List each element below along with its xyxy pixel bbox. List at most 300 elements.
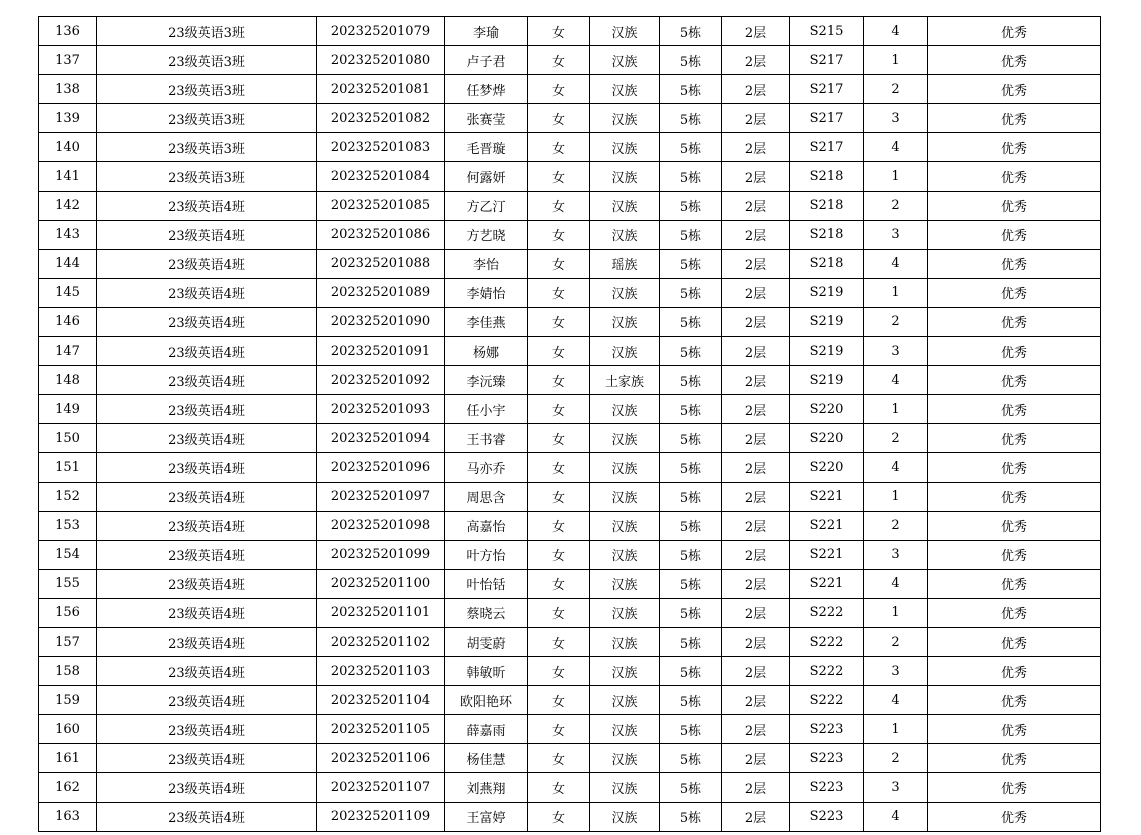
table-row xyxy=(39,220,1101,249)
ethnicity-cell: 汉族 xyxy=(590,46,660,75)
student-name-cell: 李沅臻 xyxy=(445,366,528,395)
floor-cell: 2层 xyxy=(722,453,790,482)
floor-cell: 2层 xyxy=(722,686,790,715)
gender-cell: 女 xyxy=(528,133,590,162)
bed-number-cell: 3 xyxy=(864,220,928,249)
table-row xyxy=(39,337,1101,366)
bed-number-cell: 3 xyxy=(864,337,928,366)
student-id-cell: 202325201090 xyxy=(317,307,445,336)
student-name-cell: 高嘉怡 xyxy=(445,511,528,540)
student-name-cell: 李婧怡 xyxy=(445,278,528,307)
bed-number-cell: 1 xyxy=(864,395,928,424)
gender-cell: 女 xyxy=(528,278,590,307)
student-name-cell: 周思含 xyxy=(445,482,528,511)
row-number-cell: 148 xyxy=(39,366,97,395)
floor-cell: 2层 xyxy=(722,17,790,46)
building-cell: 5栋 xyxy=(660,162,722,191)
rating-cell: 优秀 xyxy=(928,75,1101,104)
row-number-cell: 163 xyxy=(39,802,97,831)
class-name-cell: 23级英语4班 xyxy=(97,511,317,540)
class-name-cell: 23级英语4班 xyxy=(97,802,317,831)
class-name-cell: 23级英语4班 xyxy=(97,598,317,627)
class-name-cell: 23级英语4班 xyxy=(97,773,317,802)
gender-cell: 女 xyxy=(528,162,590,191)
building-cell: 5栋 xyxy=(660,686,722,715)
student-id-cell: 202325201081 xyxy=(317,75,445,104)
student-id-cell: 202325201082 xyxy=(317,104,445,133)
row-number-cell: 145 xyxy=(39,278,97,307)
class-name-cell: 23级英语4班 xyxy=(97,569,317,598)
floor-cell: 2层 xyxy=(722,278,790,307)
table-row xyxy=(39,75,1101,104)
table-row xyxy=(39,511,1101,540)
table-row xyxy=(39,627,1101,656)
class-name-cell: 23级英语3班 xyxy=(97,75,317,104)
gender-cell: 女 xyxy=(528,104,590,133)
row-number-cell: 153 xyxy=(39,511,97,540)
class-name-cell: 23级英语4班 xyxy=(97,307,317,336)
class-name-cell: 23级英语4班 xyxy=(97,366,317,395)
row-number-cell: 157 xyxy=(39,627,97,656)
room-cell: S223 xyxy=(790,773,864,802)
student-name-cell: 欧阳艳环 xyxy=(445,686,528,715)
building-cell: 5栋 xyxy=(660,598,722,627)
student-id-cell: 202325201091 xyxy=(317,337,445,366)
floor-cell: 2层 xyxy=(722,104,790,133)
ethnicity-cell: 汉族 xyxy=(590,657,660,686)
table-row xyxy=(39,686,1101,715)
building-cell: 5栋 xyxy=(660,133,722,162)
floor-cell: 2层 xyxy=(722,540,790,569)
room-cell: S219 xyxy=(790,366,864,395)
dormitory-roster-table xyxy=(38,16,1101,832)
room-cell: S220 xyxy=(790,395,864,424)
gender-cell: 女 xyxy=(528,657,590,686)
floor-cell: 2层 xyxy=(722,657,790,686)
student-name-cell: 王书睿 xyxy=(445,424,528,453)
gender-cell: 女 xyxy=(528,453,590,482)
bed-number-cell: 2 xyxy=(864,307,928,336)
rating-cell: 优秀 xyxy=(928,598,1101,627)
floor-cell: 2层 xyxy=(722,424,790,453)
rating-cell: 优秀 xyxy=(928,249,1101,278)
student-name-cell: 刘燕翔 xyxy=(445,773,528,802)
student-id-cell: 202325201098 xyxy=(317,511,445,540)
bed-number-cell: 4 xyxy=(864,17,928,46)
room-cell: S221 xyxy=(790,540,864,569)
building-cell: 5栋 xyxy=(660,424,722,453)
bed-number-cell: 4 xyxy=(864,133,928,162)
class-name-cell: 23级英语4班 xyxy=(97,191,317,220)
class-name-cell: 23级英语4班 xyxy=(97,744,317,773)
student-id-cell: 202325201088 xyxy=(317,249,445,278)
rating-cell: 优秀 xyxy=(928,569,1101,598)
building-cell: 5栋 xyxy=(660,715,722,744)
floor-cell: 2层 xyxy=(722,715,790,744)
gender-cell: 女 xyxy=(528,511,590,540)
room-cell: S223 xyxy=(790,802,864,831)
ethnicity-cell: 汉族 xyxy=(590,773,660,802)
table-row xyxy=(39,424,1101,453)
gender-cell: 女 xyxy=(528,191,590,220)
student-name-cell: 方艺晓 xyxy=(445,220,528,249)
ethnicity-cell: 汉族 xyxy=(590,307,660,336)
student-id-cell: 202325201089 xyxy=(317,278,445,307)
row-number-cell: 156 xyxy=(39,598,97,627)
table-row xyxy=(39,133,1101,162)
table-row xyxy=(39,278,1101,307)
bed-number-cell: 4 xyxy=(864,453,928,482)
room-cell: S223 xyxy=(790,744,864,773)
room-cell: S220 xyxy=(790,453,864,482)
student-id-cell: 202325201103 xyxy=(317,657,445,686)
floor-cell: 2层 xyxy=(722,482,790,511)
student-id-cell: 202325201104 xyxy=(317,686,445,715)
class-name-cell: 23级英语3班 xyxy=(97,17,317,46)
building-cell: 5栋 xyxy=(660,366,722,395)
row-number-cell: 151 xyxy=(39,453,97,482)
ethnicity-cell: 汉族 xyxy=(590,569,660,598)
room-cell: S219 xyxy=(790,307,864,336)
student-name-cell: 韩敏昕 xyxy=(445,657,528,686)
floor-cell: 2层 xyxy=(722,773,790,802)
gender-cell: 女 xyxy=(528,337,590,366)
ethnicity-cell: 汉族 xyxy=(590,453,660,482)
building-cell: 5栋 xyxy=(660,511,722,540)
row-number-cell: 160 xyxy=(39,715,97,744)
gender-cell: 女 xyxy=(528,220,590,249)
row-number-cell: 162 xyxy=(39,773,97,802)
row-number-cell: 139 xyxy=(39,104,97,133)
bed-number-cell: 4 xyxy=(864,249,928,278)
ethnicity-cell: 汉族 xyxy=(590,715,660,744)
row-number-cell: 140 xyxy=(39,133,97,162)
bed-number-cell: 2 xyxy=(864,511,928,540)
room-cell: S218 xyxy=(790,191,864,220)
rating-cell: 优秀 xyxy=(928,133,1101,162)
room-cell: S217 xyxy=(790,133,864,162)
gender-cell: 女 xyxy=(528,773,590,802)
rating-cell: 优秀 xyxy=(928,46,1101,75)
student-id-cell: 202325201083 xyxy=(317,133,445,162)
roster-body xyxy=(39,17,1101,832)
class-name-cell: 23级英语4班 xyxy=(97,686,317,715)
student-name-cell: 李瑜 xyxy=(445,17,528,46)
building-cell: 5栋 xyxy=(660,744,722,773)
row-number-cell: 155 xyxy=(39,569,97,598)
row-number-cell: 142 xyxy=(39,191,97,220)
ethnicity-cell: 汉族 xyxy=(590,598,660,627)
floor-cell: 2层 xyxy=(722,395,790,424)
gender-cell: 女 xyxy=(528,307,590,336)
student-id-cell: 202325201105 xyxy=(317,715,445,744)
room-cell: S222 xyxy=(790,657,864,686)
student-name-cell: 薛嘉雨 xyxy=(445,715,528,744)
building-cell: 5栋 xyxy=(660,540,722,569)
table-row xyxy=(39,307,1101,336)
ethnicity-cell: 汉族 xyxy=(590,220,660,249)
building-cell: 5栋 xyxy=(660,104,722,133)
ethnicity-cell: 瑶族 xyxy=(590,249,660,278)
rating-cell: 优秀 xyxy=(928,307,1101,336)
ethnicity-cell: 汉族 xyxy=(590,191,660,220)
student-name-cell: 杨娜 xyxy=(445,337,528,366)
student-id-cell: 202325201097 xyxy=(317,482,445,511)
row-number-cell: 138 xyxy=(39,75,97,104)
student-name-cell: 马亦乔 xyxy=(445,453,528,482)
student-id-cell: 202325201085 xyxy=(317,191,445,220)
table-row xyxy=(39,540,1101,569)
table-row xyxy=(39,104,1101,133)
bed-number-cell: 1 xyxy=(864,598,928,627)
building-cell: 5栋 xyxy=(660,657,722,686)
student-name-cell: 毛晋璇 xyxy=(445,133,528,162)
class-name-cell: 23级英语4班 xyxy=(97,395,317,424)
row-number-cell: 158 xyxy=(39,657,97,686)
gender-cell: 女 xyxy=(528,802,590,831)
floor-cell: 2层 xyxy=(722,249,790,278)
row-number-cell: 147 xyxy=(39,337,97,366)
floor-cell: 2层 xyxy=(722,598,790,627)
table-row xyxy=(39,569,1101,598)
rating-cell: 优秀 xyxy=(928,686,1101,715)
bed-number-cell: 4 xyxy=(864,686,928,715)
class-name-cell: 23级英语4班 xyxy=(97,220,317,249)
ethnicity-cell: 汉族 xyxy=(590,395,660,424)
table-row xyxy=(39,715,1101,744)
bed-number-cell: 4 xyxy=(864,802,928,831)
student-id-cell: 202325201107 xyxy=(317,773,445,802)
student-name-cell: 叶方怡 xyxy=(445,540,528,569)
gender-cell: 女 xyxy=(528,249,590,278)
ethnicity-cell: 土家族 xyxy=(590,366,660,395)
bed-number-cell: 2 xyxy=(864,75,928,104)
gender-cell: 女 xyxy=(528,482,590,511)
building-cell: 5栋 xyxy=(660,773,722,802)
student-name-cell: 胡雯蔚 xyxy=(445,627,528,656)
table-row xyxy=(39,366,1101,395)
floor-cell: 2层 xyxy=(722,627,790,656)
gender-cell: 女 xyxy=(528,715,590,744)
building-cell: 5栋 xyxy=(660,220,722,249)
rating-cell: 优秀 xyxy=(928,395,1101,424)
student-name-cell: 王富婷 xyxy=(445,802,528,831)
student-name-cell: 蔡晓云 xyxy=(445,598,528,627)
class-name-cell: 23级英语4班 xyxy=(97,337,317,366)
student-name-cell: 何露妍 xyxy=(445,162,528,191)
gender-cell: 女 xyxy=(528,75,590,104)
student-name-cell: 方乙汀 xyxy=(445,191,528,220)
student-id-cell: 202325201086 xyxy=(317,220,445,249)
row-number-cell: 161 xyxy=(39,744,97,773)
floor-cell: 2层 xyxy=(722,162,790,191)
rating-cell: 优秀 xyxy=(928,17,1101,46)
class-name-cell: 23级英语4班 xyxy=(97,657,317,686)
ethnicity-cell: 汉族 xyxy=(590,802,660,831)
ethnicity-cell: 汉族 xyxy=(590,133,660,162)
floor-cell: 2层 xyxy=(722,744,790,773)
student-name-cell: 叶怡铦 xyxy=(445,569,528,598)
floor-cell: 2层 xyxy=(722,337,790,366)
table-row xyxy=(39,395,1101,424)
row-number-cell: 159 xyxy=(39,686,97,715)
row-number-cell: 143 xyxy=(39,220,97,249)
rating-cell: 优秀 xyxy=(928,773,1101,802)
gender-cell: 女 xyxy=(528,569,590,598)
bed-number-cell: 2 xyxy=(864,627,928,656)
floor-cell: 2层 xyxy=(722,511,790,540)
bed-number-cell: 1 xyxy=(864,162,928,191)
room-cell: S220 xyxy=(790,424,864,453)
rating-cell: 优秀 xyxy=(928,191,1101,220)
room-cell: S221 xyxy=(790,511,864,540)
rating-cell: 优秀 xyxy=(928,162,1101,191)
bed-number-cell: 1 xyxy=(864,715,928,744)
bed-number-cell: 1 xyxy=(864,278,928,307)
table-row xyxy=(39,482,1101,511)
row-number-cell: 154 xyxy=(39,540,97,569)
student-name-cell: 李怡 xyxy=(445,249,528,278)
rating-cell: 优秀 xyxy=(928,337,1101,366)
building-cell: 5栋 xyxy=(660,395,722,424)
student-id-cell: 202325201101 xyxy=(317,598,445,627)
room-cell: S215 xyxy=(790,17,864,46)
room-cell: S222 xyxy=(790,598,864,627)
student-id-cell: 202325201109 xyxy=(317,802,445,831)
table-row xyxy=(39,46,1101,75)
bed-number-cell: 2 xyxy=(864,744,928,773)
floor-cell: 2层 xyxy=(722,46,790,75)
student-id-cell: 202325201106 xyxy=(317,744,445,773)
class-name-cell: 23级英语3班 xyxy=(97,133,317,162)
rating-cell: 优秀 xyxy=(928,511,1101,540)
rating-cell: 优秀 xyxy=(928,453,1101,482)
room-cell: S217 xyxy=(790,75,864,104)
student-name-cell: 任小宇 xyxy=(445,395,528,424)
bed-number-cell: 3 xyxy=(864,540,928,569)
row-number-cell: 146 xyxy=(39,307,97,336)
bed-number-cell: 3 xyxy=(864,104,928,133)
floor-cell: 2层 xyxy=(722,220,790,249)
bed-number-cell: 4 xyxy=(864,569,928,598)
table-row xyxy=(39,191,1101,220)
gender-cell: 女 xyxy=(528,627,590,656)
class-name-cell: 23级英语4班 xyxy=(97,540,317,569)
bed-number-cell: 1 xyxy=(864,482,928,511)
gender-cell: 女 xyxy=(528,540,590,569)
student-name-cell: 张赛莹 xyxy=(445,104,528,133)
building-cell: 5栋 xyxy=(660,482,722,511)
student-id-cell: 202325201094 xyxy=(317,424,445,453)
rating-cell: 优秀 xyxy=(928,424,1101,453)
ethnicity-cell: 汉族 xyxy=(590,104,660,133)
bed-number-cell: 2 xyxy=(864,424,928,453)
gender-cell: 女 xyxy=(528,366,590,395)
ethnicity-cell: 汉族 xyxy=(590,162,660,191)
class-name-cell: 23级英语3班 xyxy=(97,162,317,191)
class-name-cell: 23级英语4班 xyxy=(97,278,317,307)
row-number-cell: 137 xyxy=(39,46,97,75)
room-cell: S223 xyxy=(790,715,864,744)
rating-cell: 优秀 xyxy=(928,540,1101,569)
table-row xyxy=(39,744,1101,773)
rating-cell: 优秀 xyxy=(928,744,1101,773)
table-row xyxy=(39,249,1101,278)
building-cell: 5栋 xyxy=(660,191,722,220)
floor-cell: 2层 xyxy=(722,307,790,336)
building-cell: 5栋 xyxy=(660,75,722,104)
table-row xyxy=(39,802,1101,831)
row-number-cell: 136 xyxy=(39,17,97,46)
table-row xyxy=(39,453,1101,482)
bed-number-cell: 3 xyxy=(864,657,928,686)
class-name-cell: 23级英语4班 xyxy=(97,424,317,453)
table-row xyxy=(39,598,1101,627)
table-row xyxy=(39,657,1101,686)
student-id-cell: 202325201084 xyxy=(317,162,445,191)
room-cell: S221 xyxy=(790,482,864,511)
student-id-cell: 202325201092 xyxy=(317,366,445,395)
ethnicity-cell: 汉族 xyxy=(590,482,660,511)
room-cell: S219 xyxy=(790,337,864,366)
building-cell: 5栋 xyxy=(660,337,722,366)
building-cell: 5栋 xyxy=(660,17,722,46)
building-cell: 5栋 xyxy=(660,249,722,278)
student-id-cell: 202325201096 xyxy=(317,453,445,482)
room-cell: S218 xyxy=(790,220,864,249)
ethnicity-cell: 汉族 xyxy=(590,337,660,366)
gender-cell: 女 xyxy=(528,395,590,424)
bed-number-cell: 3 xyxy=(864,773,928,802)
gender-cell: 女 xyxy=(528,17,590,46)
room-cell: S217 xyxy=(790,46,864,75)
student-name-cell: 任梦烨 xyxy=(445,75,528,104)
rating-cell: 优秀 xyxy=(928,104,1101,133)
student-id-cell: 202325201100 xyxy=(317,569,445,598)
class-name-cell: 23级英语4班 xyxy=(97,482,317,511)
row-number-cell: 149 xyxy=(39,395,97,424)
gender-cell: 女 xyxy=(528,598,590,627)
student-name-cell: 李佳燕 xyxy=(445,307,528,336)
ethnicity-cell: 汉族 xyxy=(590,424,660,453)
ethnicity-cell: 汉族 xyxy=(590,17,660,46)
room-cell: S218 xyxy=(790,249,864,278)
building-cell: 5栋 xyxy=(660,627,722,656)
room-cell: S217 xyxy=(790,104,864,133)
student-id-cell: 202325201102 xyxy=(317,627,445,656)
table-row xyxy=(39,162,1101,191)
bed-number-cell: 1 xyxy=(864,46,928,75)
floor-cell: 2层 xyxy=(722,75,790,104)
student-name-cell: 杨佳慧 xyxy=(445,744,528,773)
row-number-cell: 152 xyxy=(39,482,97,511)
row-number-cell: 150 xyxy=(39,424,97,453)
bed-number-cell: 2 xyxy=(864,191,928,220)
rating-cell: 优秀 xyxy=(928,220,1101,249)
ethnicity-cell: 汉族 xyxy=(590,511,660,540)
building-cell: 5栋 xyxy=(660,569,722,598)
floor-cell: 2层 xyxy=(722,802,790,831)
class-name-cell: 23级英语3班 xyxy=(97,46,317,75)
student-id-cell: 202325201079 xyxy=(317,17,445,46)
rating-cell: 优秀 xyxy=(928,657,1101,686)
rating-cell: 优秀 xyxy=(928,802,1101,831)
room-cell: S222 xyxy=(790,686,864,715)
rating-cell: 优秀 xyxy=(928,366,1101,395)
room-cell: S218 xyxy=(790,162,864,191)
gender-cell: 女 xyxy=(528,46,590,75)
floor-cell: 2层 xyxy=(722,569,790,598)
